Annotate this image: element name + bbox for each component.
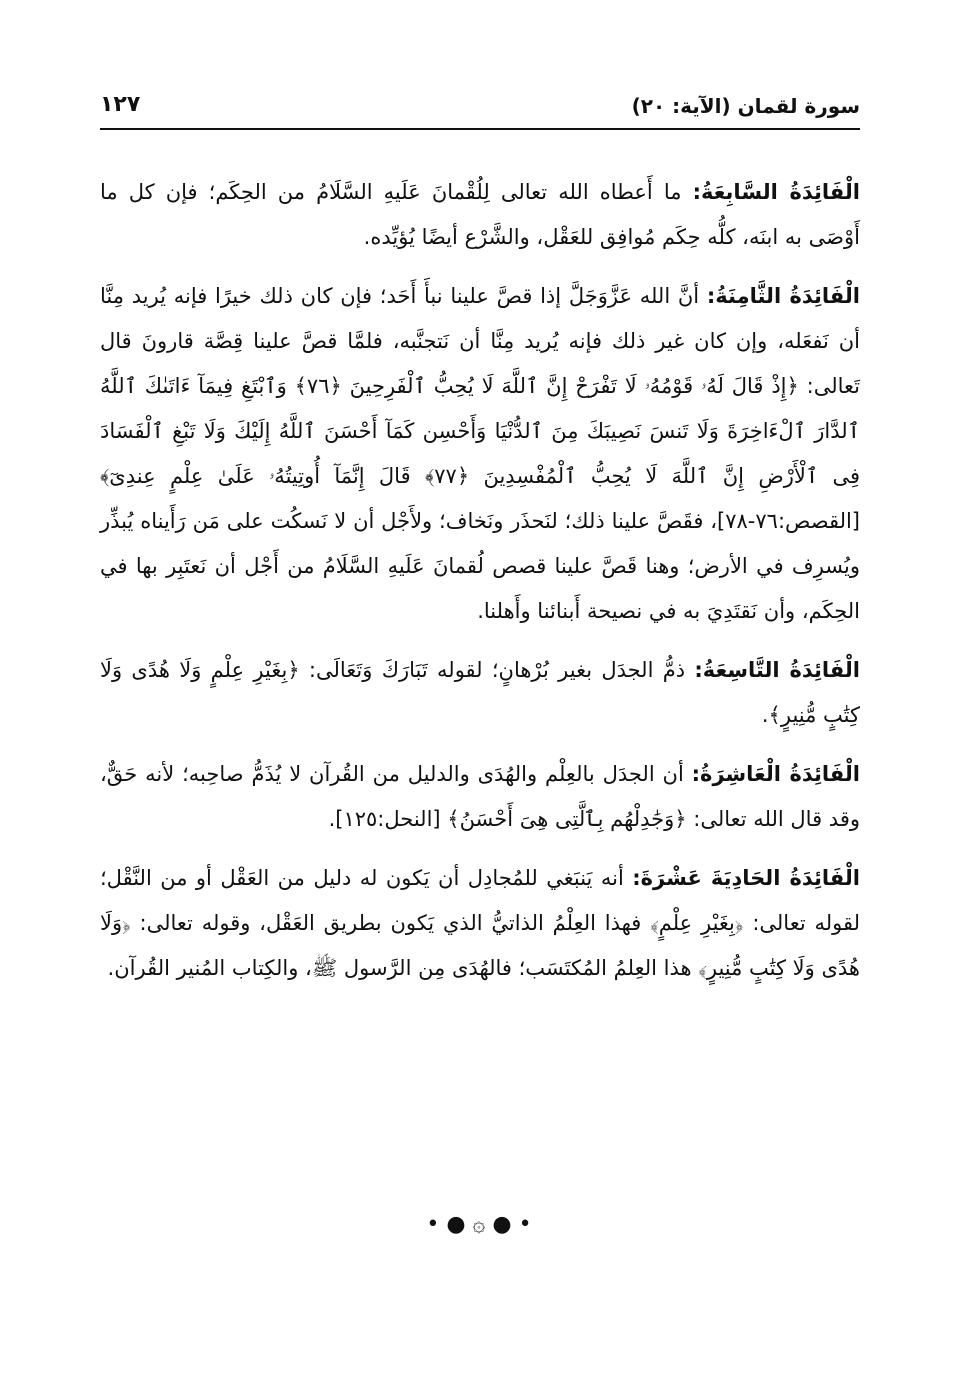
- paragraph-tenth-benefit: [100, 752, 860, 842]
- paragraph-text: أنه يَنبَغي للمُجادِل أن يَكون له دليل من العَقْل أو من النَّقْل؛ لقوله تعالى: ﴿بِغَيْرِ عِلْمٍ﴾ فهذا العِلْمُ الذاتيُّ الذي يَكون بطريق العَقْل، وقوله تعالى: ﴿وَلَا هُدًى وَلَا كِتَٰبٍ مُّنِيرٍ﴾ هذا العِلمُ المُكتَسَب؛ فالهُدَى مِن الرَّسول ﷺ، والكِتاب المُنير القُرآن.: [100, 866, 860, 980]
- paragraph-seventh-benefit: [100, 170, 860, 260]
- page-header: [100, 92, 860, 126]
- paragraph-heading: الْفَائِدَةُ السَّابِعَةُ:: [692, 180, 860, 204]
- paragraph-eighth-benefit: [100, 274, 860, 634]
- paragraph-text: أنَّ الله عَزَّوَجَلَّ إذا قصَّ علينا نبأَ أَحَد؛ فإن كان ذلك خيرًا فإنه يُريد مِنَّا أن نَفعَله، وإن كان غير ذلك فإنه يُريد مِنَّا أن نَتجنَّبه، فلمَّا قصَّ علينا قِصَّة قارونَ قال تَعالى: ﴿إِذْ قَالَ لَهُۥ قَوْمُهُۥ لَا تَفْرَحْ إِنَّ ٱللَّهَ لَا يُحِبُّ ٱلْفَرِحِينَ ﴿٧٦﴾ وَٱبْتَغِ فِيمَآ ءَاتَىٰكَ ٱللَّهُ ٱلدَّارَ ٱلْءَاخِرَةَ وَلَا تَنسَ نَصِيبَكَ مِنَ ٱلدُّنْيَا وَأَحْسِن كَمَآ أَحْسَنَ ٱللَّهُ إِلَيْكَ وَلَا تَبْغِ ٱلْفَسَادَ فِى ٱلْأَرْضِ إِنَّ ٱللَّهَ لَا يُحِبُّ ٱلْمُفْسِدِينَ ﴿٧٧﴾ قَالَ إِنَّمَآ أُوتِيتُهُۥ عَلَىٰ عِلْمٍ عِندِىٓ﴾ [القصص:٧٦-٧٨]، فقَصَّ علينا ذلك؛ لنَحذَر ونَخاف؛ ولأَجْل أن لا نَسكُت على مَن رَأَيناه يُبذِّر ويُسرِف في الأرض؛ وهنا قَصَّ علينا قصص لُقمانَ عَلَيهِ السَّلَامُ من أَجْل أن نَعتَبِر بها في الحِكَم، وأن نَقتَدِيَ به في نصيحة أَبنائنا وأَهلنا.: [100, 284, 861, 623]
- paragraph-heading: الْفَائِدَةُ الْعَاشِرَةُ:: [691, 762, 860, 786]
- paragraph-text: ما أَعطاه الله تعالى لِلُقْمانَ عَلَيهِ السَّلَامُ من الحِكَم؛ فإن كل ما أَوْصَى به ابنَه، كلُّه حِكَم مُوافِق للعَقْل، والشَّرْع أيضًا يُؤيِّده.: [100, 180, 860, 249]
- page-number: ١٢٧: [100, 92, 141, 117]
- paragraph-text: أن الجدَل بالعِلْم والهُدَى والدليل من القُرآن لا يُذَمُّ صاحِبه؛ لأنه حَقٌّ، وقد قال الله تعالى: ﴿وَجَٰدِلْهُم بِٱلَّتِى هِىَ أَحْسَنُ﴾ [النحل:١٢٥].: [100, 762, 860, 831]
- running-title: سورة لقمان (الآية: ٢٠): [631, 94, 860, 118]
- paragraph-eleventh-benefit: [100, 856, 860, 991]
- paragraph-heading: الْفَائِدَةُ الثَّامِنَةُ:: [706, 284, 860, 308]
- paragraph-heading: الْفَائِدَةُ الحَادِيَةَ عَشْرَةَ:: [632, 866, 860, 890]
- page-body: [100, 170, 860, 1005]
- section-end-ornament: • ● ۞ ● •: [426, 1212, 532, 1237]
- header-divider: [100, 128, 860, 130]
- paragraph-heading: الْفَائِدَةُ التَّاسِعَةُ:: [694, 658, 860, 682]
- paragraph-ninth-benefit: [100, 648, 860, 738]
- paragraph-text: ذمُّ الجدَل بغير بُرْهانٍ؛ لقوله تَبَارَكَ وَتَعَالَى: ﴿بِغَيْرِ عِلْمٍ وَلَا هُدًى وَلَا كِتَٰبٍ مُّنِيرٍ﴾.: [100, 658, 860, 727]
